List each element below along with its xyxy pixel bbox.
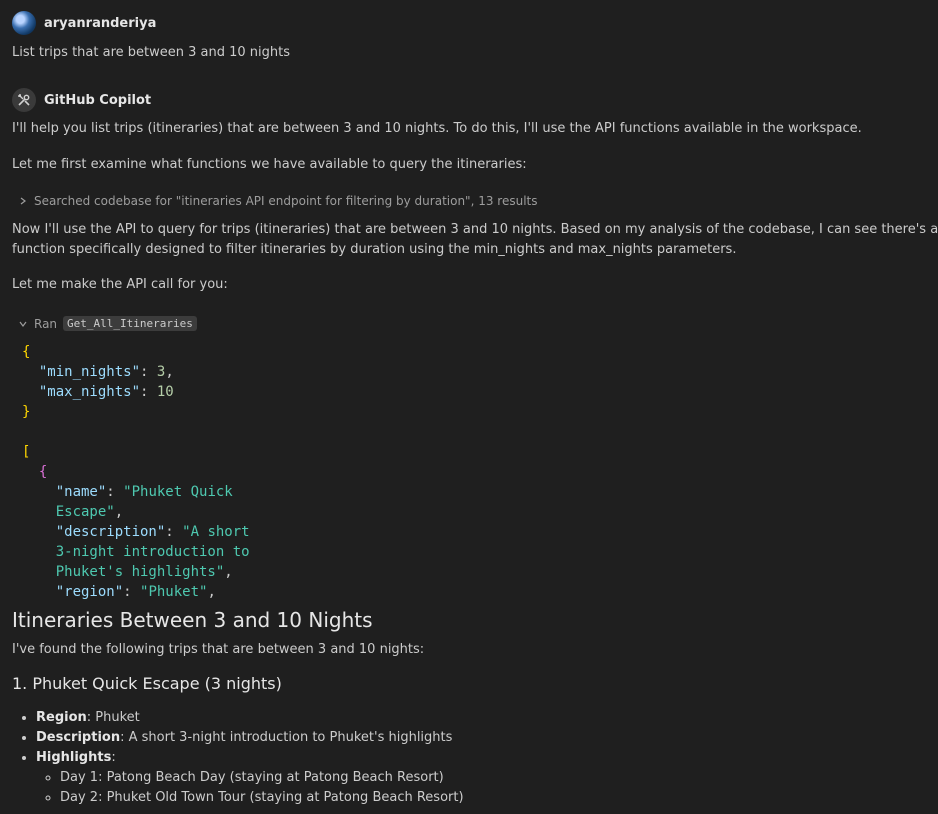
assistant-paragraph: Let me make the API call for you: [12, 277, 228, 292]
search-result-label: Searched codebase for "itineraries API endpoint for filtering by duration", 13 results [34, 194, 538, 208]
assistant-paragraph: function specifically designed to filter itineraries by duration using the min_nights and max_nights parameters. [12, 242, 737, 257]
search-result-toggle[interactable] [18, 194, 537, 208]
assistant-name: GitHub Copilot [44, 92, 152, 108]
user-name: aryanranderiya [44, 15, 157, 31]
list-item: ◦ Day 2: Phuket Old Town Tour (staying at Patong Beach Resort) [60, 788, 464, 808]
tool-run-label: Ran [34, 316, 58, 331]
tool-output-json: [ { "name": "Phuket Quick Escape", "description": "A short 3-night introduction to Phuket's highlights", "region": "Phuket", [22, 444, 250, 600]
assistant-paragraph: Let me first examine what functions we have available to query the itineraries: [12, 157, 527, 172]
result-intro: I've found the following trips that are between 3 and 10 nights: [12, 642, 425, 657]
trip-heading: 1. Phuket Quick Escape (3 nights) [12, 674, 282, 693]
list-item: ◦ Day 1: Patong Beach Day (staying at Patong Beach Resort) [60, 768, 464, 788]
tool-output-panel[interactable] [0, 440, 824, 598]
avatar[interactable] [12, 11, 36, 35]
list-item: • Highlights: ◦ Day 1: Patong Beach Day (staying at Patong Beach Resort) ◦ Day 2: Phuket Old Town Tour (staying at Patong Beach Resort) [36, 748, 464, 808]
highlights-list [36, 768, 464, 808]
copilot-tools-icon [17, 93, 31, 107]
tool-input-json: { "min_nights": 3, "max_nights": 10 } [22, 344, 174, 420]
user-message-header [12, 11, 156, 35]
avatar [12, 88, 36, 112]
user-message: List trips that are between 3 and 10 nights [12, 45, 290, 60]
tool-run-toggle[interactable] [18, 316, 197, 331]
tool-name: Get_All_Itineraries [63, 316, 197, 331]
list-item: • Region: Phuket [36, 708, 464, 728]
chevron-right-icon [18, 196, 28, 206]
trip-details-list [16, 708, 464, 808]
chevron-down-icon [18, 319, 28, 329]
list-item: • Description: A short 3-night introduction to Phuket's highlights [36, 728, 464, 748]
result-heading: Itineraries Between 3 and 10 Nights [12, 608, 373, 632]
assistant-paragraph: Now I'll use the API to query for trips (itineraries) that are between 3 and 10 nights. Based on my analysis of the codebase, I can see there's a [12, 222, 938, 237]
assistant-paragraph: I'll help you list trips (itineraries) that are between 3 and 10 nights. To do this, I'll use the API functions available in the workspace. [12, 121, 862, 136]
assistant-message-header [12, 88, 151, 112]
